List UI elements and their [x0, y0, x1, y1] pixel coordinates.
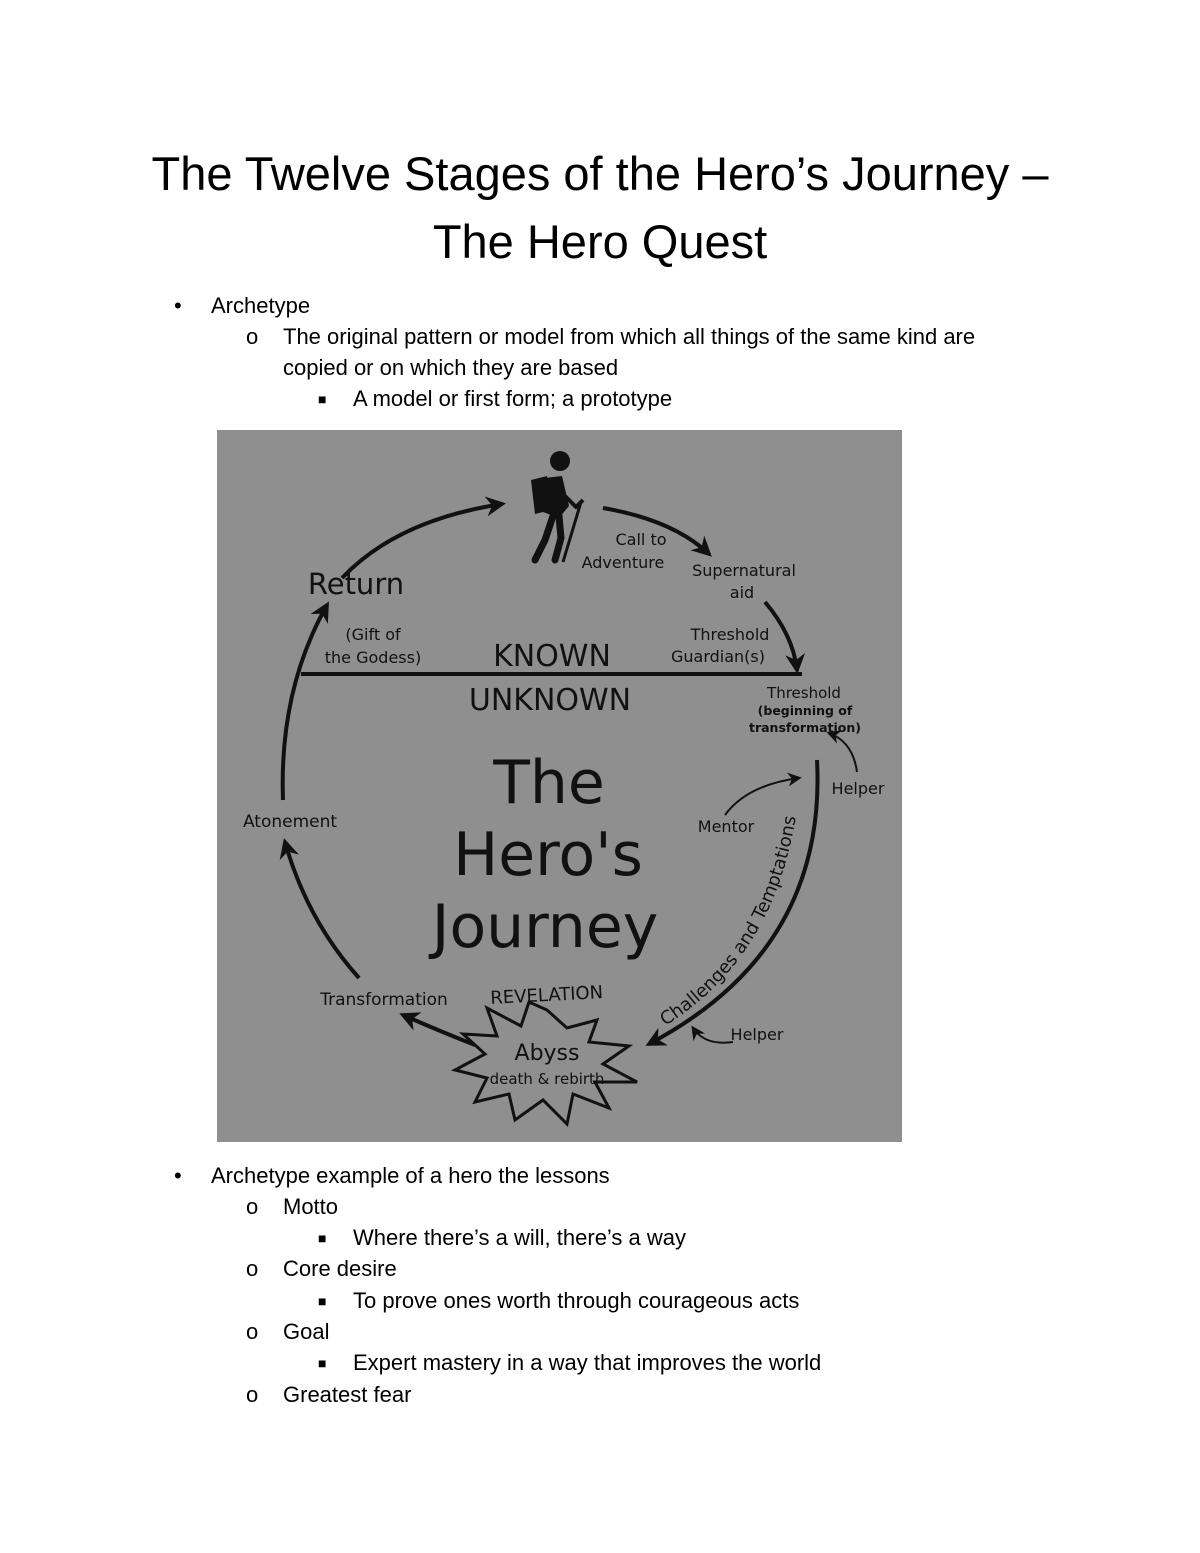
arrow-atonement-to-return [283, 605, 327, 800]
arrow-mentor [725, 778, 799, 815]
supernatural-label: Supernatural [692, 561, 796, 580]
threshold-guardian-label-2: Guardian(s) [670, 647, 766, 666]
call-to-label: Call to [615, 530, 667, 549]
arrow-abyss-to-transformation [403, 1015, 475, 1045]
motto-detail: Where there’s a will, there’s a way [353, 1225, 686, 1250]
title-line-2: The Hero Quest [432, 215, 768, 268]
circle-marker: o [246, 1194, 259, 1219]
motto-label: Motto [283, 1194, 339, 1219]
sub-definition: A model or first form; a prototype [353, 386, 673, 411]
square-marker: ■ [318, 1293, 327, 1309]
threshold-label: Threshold [767, 684, 841, 702]
beginning-label-2: transformation) [748, 720, 862, 735]
challenges-label [656, 814, 800, 1030]
unknown-label: UNKNOWN [468, 683, 632, 718]
known-label: KNOWN [493, 639, 611, 674]
gift-label-2: the Godess) [324, 648, 422, 667]
arrow-helper-bottom [693, 1028, 733, 1043]
circle-marker: o [246, 324, 259, 349]
hiker-icon [531, 451, 583, 562]
circle-marker: o [246, 1256, 259, 1281]
bullet-marker: • [174, 293, 182, 318]
helper-bottom-label: Helper [730, 1025, 784, 1044]
aid-label: aid [729, 583, 755, 602]
transformation-label: Transformation [320, 990, 448, 1010]
center-title-journey: Journey [431, 892, 659, 962]
arrow-helper-top [829, 733, 857, 772]
adventure-label: Adventure [581, 553, 665, 572]
revelation-label: REVELATION [489, 982, 604, 1009]
center-title-heros: Hero's [453, 820, 643, 890]
heros-journey-diagram [217, 430, 902, 1142]
challenges-text: Challenges and Temptations [656, 814, 801, 1031]
atonement-label: Atonement [242, 812, 338, 832]
circle-marker: o [246, 1382, 259, 1407]
center-title-the: The [493, 748, 605, 818]
hero-lessons-heading: Archetype example of a hero the lessons [211, 1163, 610, 1188]
archetype-heading: Archetype [211, 293, 311, 318]
return-label: Return [307, 567, 405, 601]
square-marker: ■ [318, 1230, 327, 1246]
goal-label: Goal [283, 1319, 330, 1344]
abyss-label: Abyss [514, 1041, 580, 1066]
arrow-supernatural-aid [765, 602, 797, 670]
mentor-label: Mentor [697, 817, 755, 836]
definition-line-2: copied or on which they are based [283, 355, 619, 380]
core-desire-label: Core desire [283, 1256, 397, 1281]
bullet-marker: • [174, 1163, 182, 1188]
core-desire-detail: To prove ones worth through courageous acts [353, 1288, 800, 1313]
beginning-label-1: (beginning of [757, 703, 853, 718]
goal-detail: Expert mastery in a way that improves the world [353, 1350, 822, 1375]
threshold-guardian-label-1: Threshold [690, 625, 770, 644]
greatest-fear-label: Greatest fear [283, 1382, 412, 1407]
square-marker: ■ [318, 1355, 327, 1371]
arrow-transformation-to-atonement [285, 842, 359, 978]
helper-top-label: Helper [831, 779, 885, 798]
page-title [0, 140, 1200, 276]
death-rebirth-label: death & rebirth [489, 1070, 605, 1088]
circle-marker: o [246, 1319, 259, 1344]
definition-line-1: The original pattern or model from which all things of the same kind are [283, 324, 976, 349]
title-line-1: The Twelve Stages of the Hero’s Journey – [151, 147, 1049, 200]
gift-label-1: (Gift of [345, 625, 401, 644]
square-marker: ■ [318, 391, 327, 407]
